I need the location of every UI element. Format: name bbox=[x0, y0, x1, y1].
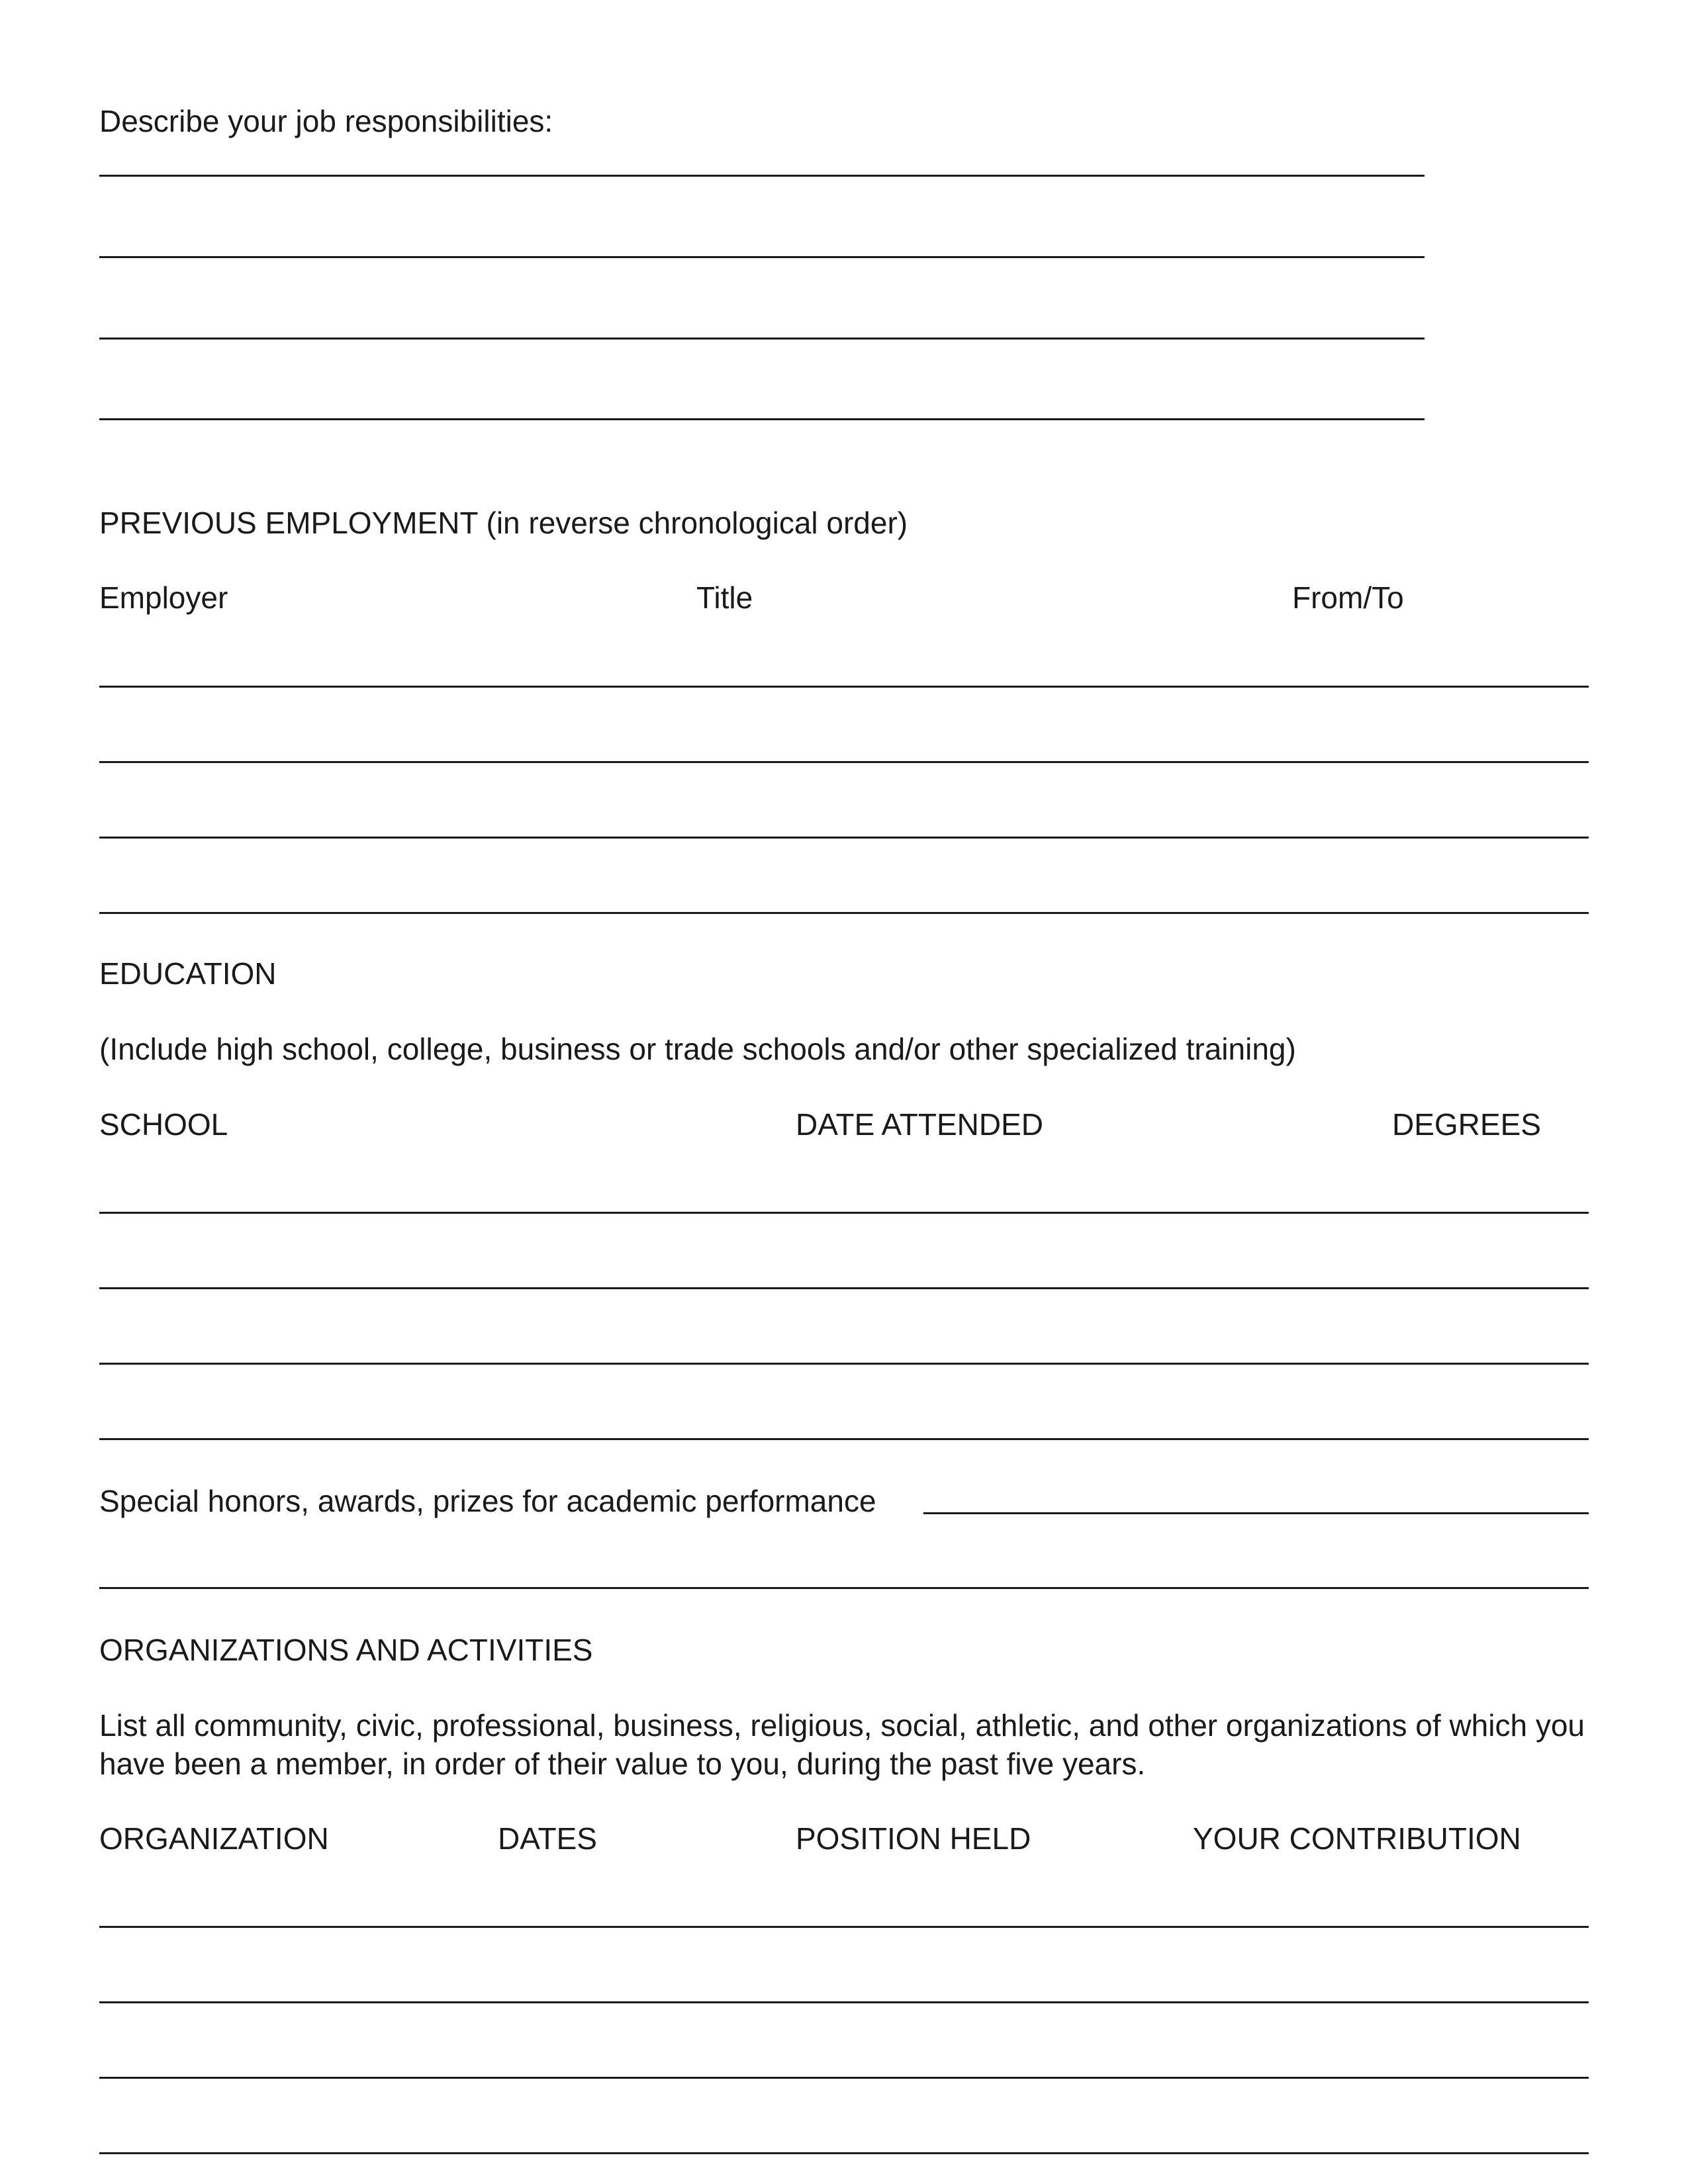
job-responsibilities-line-4[interactable] bbox=[99, 418, 1425, 420]
education-row-line-1[interactable] bbox=[99, 1212, 1589, 1214]
employment-row-line-3[interactable] bbox=[99, 837, 1589, 839]
employment-col-employer: Employer bbox=[99, 580, 228, 615]
organizations-heading: ORGANIZATIONS AND ACTIVITIES bbox=[99, 1633, 593, 1667]
honors-label: Special honors, awards, prizes for academic performance bbox=[99, 1484, 876, 1518]
honors-line-1[interactable] bbox=[923, 1512, 1589, 1514]
job-responsibilities-line-2[interactable] bbox=[99, 256, 1425, 258]
organizations-row-line-4[interactable] bbox=[99, 2152, 1589, 2154]
education-row-line-3[interactable] bbox=[99, 1363, 1589, 1365]
organizations-row-line-1[interactable] bbox=[99, 1926, 1589, 1928]
employment-col-title: Title bbox=[696, 580, 753, 615]
organizations-instructions: List all community, civic, professional, business, religious, social, athletic, and other organizations of which you have been a member, in order of their value to you, during the past five years. bbox=[99, 1708, 1585, 1781]
organizations-col-your-contribution: YOUR CONTRIBUTION bbox=[1193, 1821, 1521, 1856]
job-responsibilities-line-1[interactable] bbox=[99, 175, 1425, 177]
previous-employment-heading: PREVIOUS EMPLOYMENT (in reverse chronological order) bbox=[99, 506, 908, 540]
job-responsibilities-line-3[interactable] bbox=[99, 338, 1425, 340]
organizations-row-line-3[interactable] bbox=[99, 2077, 1589, 2079]
employment-col-from-to: From/To bbox=[1292, 580, 1404, 615]
education-col-degrees: DEGREES bbox=[1392, 1107, 1541, 1142]
employment-row-line-2[interactable] bbox=[99, 761, 1589, 763]
education-note: (Include high school, college, business or trade schools and/or other specialized training) bbox=[99, 1032, 1296, 1066]
organizations-col-dates: DATES bbox=[498, 1821, 597, 1856]
education-col-date-attended: DATE ATTENDED bbox=[796, 1107, 1043, 1142]
education-heading: EDUCATION bbox=[99, 956, 277, 991]
education-col-school: SCHOOL bbox=[99, 1107, 228, 1142]
education-row-line-4[interactable] bbox=[99, 1438, 1589, 1440]
education-row-line-2[interactable] bbox=[99, 1287, 1589, 1289]
job-responsibilities-label: Describe your job responsibilities: bbox=[99, 104, 553, 138]
organizations-row-line-2[interactable] bbox=[99, 2001, 1589, 2003]
organizations-col-organization: ORGANIZATION bbox=[99, 1821, 329, 1856]
employment-row-line-4[interactable] bbox=[99, 912, 1589, 914]
employment-row-line-1[interactable] bbox=[99, 686, 1589, 688]
organizations-col-position-held: POSITION HELD bbox=[796, 1821, 1031, 1856]
honors-line-2[interactable] bbox=[99, 1587, 1589, 1589]
